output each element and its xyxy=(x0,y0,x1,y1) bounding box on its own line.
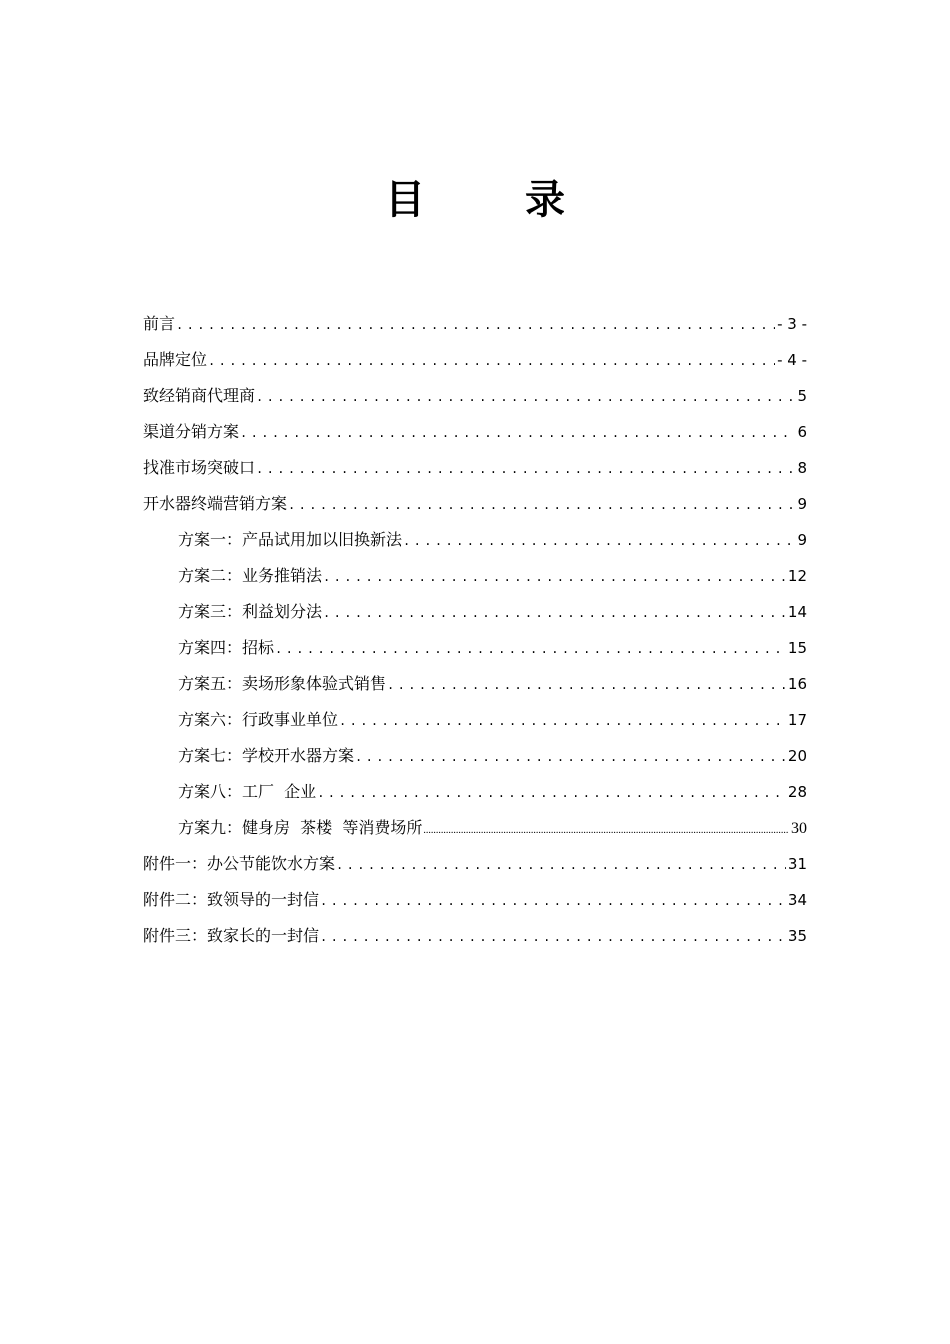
toc-entry-page: 15 xyxy=(787,639,807,657)
toc-entry-page: 35 xyxy=(787,927,807,945)
toc-entry-label: 方案七：学校开水器方案 xyxy=(178,746,355,765)
toc-entry[interactable] xyxy=(143,378,807,414)
toc-entry-label: 渠道分销方案 xyxy=(143,422,240,441)
toc-entry[interactable] xyxy=(143,342,807,378)
toc-entry[interactable] xyxy=(143,666,807,702)
toc-entry-page: 17 xyxy=(787,711,807,729)
toc-entry[interactable] xyxy=(143,702,807,738)
toc-entry-page: 30 xyxy=(791,820,807,837)
toc-leader-dots xyxy=(317,775,786,811)
toc-entry-label: 方案六：行政事业单位 xyxy=(178,710,339,729)
toc-entry[interactable] xyxy=(143,810,807,846)
toc-leader-dots xyxy=(403,523,795,559)
toc-entry-label: 开水器终端营销方案 xyxy=(143,494,288,513)
toc-entry-label: 致经销商代理商 xyxy=(143,386,256,405)
toc-entry-page: 16 xyxy=(787,675,807,693)
toc-entry-label: 方案九：健身房 茶楼 等消费场所 xyxy=(178,818,423,837)
toc-leader-dots xyxy=(423,813,789,849)
toc-leader-dots xyxy=(208,343,775,379)
toc-entry-label: 方案二：业务推销法 xyxy=(178,566,323,585)
toc-entry[interactable] xyxy=(143,846,807,882)
toc-entry-label: 附件一：办公节能饮水方案 xyxy=(143,854,336,873)
toc-entry-label: 前言 xyxy=(143,314,176,333)
toc-entry-page: 28 xyxy=(787,783,807,801)
toc-entry-label: 方案一：产品试用加以旧换新法 xyxy=(178,530,403,549)
toc-entry[interactable] xyxy=(143,594,807,630)
toc-leader-dots xyxy=(339,703,786,739)
toc-entry[interactable] xyxy=(143,414,807,450)
toc-entry-page: - 3 - xyxy=(777,315,807,333)
toc-entry-label: 找准市场突破口 xyxy=(143,458,256,477)
toc-entry-page: 14 xyxy=(787,603,807,621)
table-of-contents xyxy=(143,306,807,954)
toc-entry[interactable] xyxy=(143,882,807,918)
toc-leader-dots xyxy=(288,487,795,523)
toc-leader-dots xyxy=(336,847,786,883)
toc-entry[interactable] xyxy=(143,774,807,810)
toc-title-char-1: 目 xyxy=(385,177,425,223)
toc-entry-page: 20 xyxy=(787,747,807,765)
toc-entry[interactable] xyxy=(143,630,807,666)
toc-entry-page: 31 xyxy=(787,855,807,873)
toc-entry-page: 6 xyxy=(797,423,807,441)
toc-entry[interactable] xyxy=(143,486,807,522)
toc-entry-page: 5 xyxy=(797,387,807,405)
toc-leader-dots xyxy=(323,559,786,595)
toc-entry[interactable] xyxy=(143,738,807,774)
toc-entry-label: 方案四：招标 xyxy=(178,638,275,657)
toc-title xyxy=(0,168,950,225)
toc-leader-dots xyxy=(256,379,795,415)
toc-entry-label: 品牌定位 xyxy=(143,350,208,369)
toc-entry-label: 方案三：利益划分法 xyxy=(178,602,323,621)
toc-entry[interactable] xyxy=(143,558,807,594)
toc-entry-label: 附件三：致家长的一封信 xyxy=(143,926,320,945)
toc-entry-page: 34 xyxy=(787,891,807,909)
toc-entry[interactable] xyxy=(143,918,807,954)
toc-leader-dots xyxy=(176,307,775,343)
toc-entry-label: 附件二：致领导的一封信 xyxy=(143,890,320,909)
toc-leader-dots xyxy=(355,739,786,775)
toc-title-char-2: 录 xyxy=(525,177,565,223)
toc-leader-dots xyxy=(320,919,786,955)
toc-entry-page: 12 xyxy=(787,567,807,585)
toc-entry[interactable] xyxy=(143,450,807,486)
toc-entry-label: 方案五：卖场形象体验式销售 xyxy=(178,674,387,693)
toc-entry[interactable] xyxy=(143,522,807,558)
toc-entry-page: 9 xyxy=(797,531,807,549)
toc-leader-dots xyxy=(256,451,795,487)
toc-entry[interactable] xyxy=(143,306,807,342)
toc-leader-dots xyxy=(387,667,786,703)
toc-entry-page: 9 xyxy=(797,495,807,513)
toc-entry-page: 8 xyxy=(797,459,807,477)
toc-leader-dots xyxy=(240,415,795,451)
toc-entry-page: - 4 - xyxy=(777,351,807,369)
toc-leader-dots xyxy=(323,595,786,631)
toc-entry-label: 方案八：工厂 企业 xyxy=(178,782,317,801)
toc-leader-dots xyxy=(275,631,786,667)
toc-leader-dots xyxy=(320,883,786,919)
